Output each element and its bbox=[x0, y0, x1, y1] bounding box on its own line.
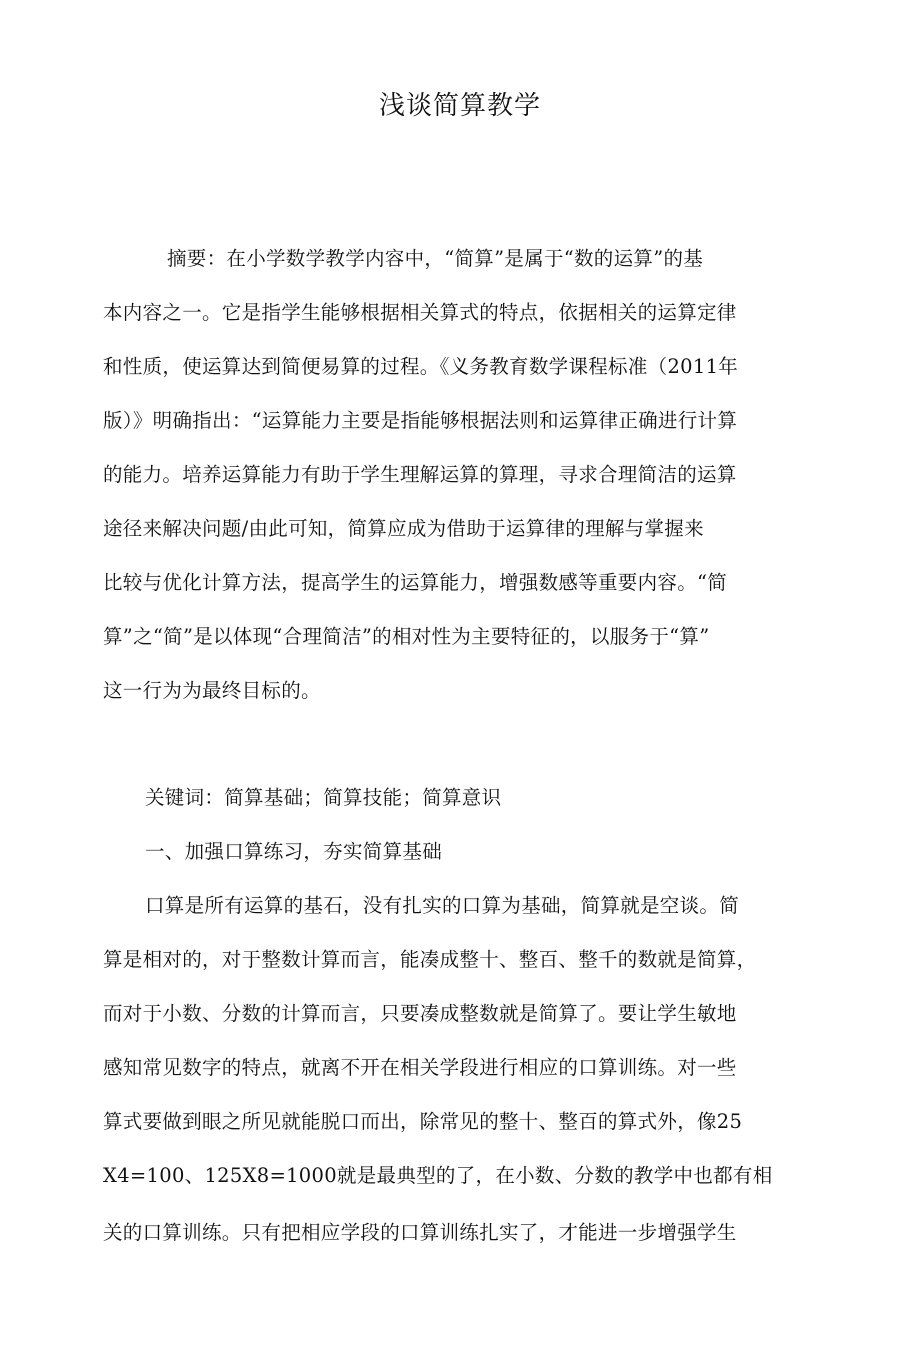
abstract-line: 这一行为为最终目标的。 bbox=[103, 679, 321, 702]
abstract-line: 算”之“简”是以体现“合理简洁”的相对性为主要特征的，以服务于“算” bbox=[103, 625, 710, 648]
abstract-line: 本内容之一。它是指学生能够根据相关算式的特点，依据相关的运算定律 bbox=[103, 301, 737, 324]
body-line: 口算是所有运算的基石，没有扎实的口算为基础，简算就是空谈。简 bbox=[145, 894, 740, 917]
body-line: X4=100、125X8=1000就是最典型的了，在小数、分数的教学中也都有相 bbox=[103, 1164, 773, 1187]
body-line: 关的口算训练。只有把相应学段的口算训练扎实了，才能进一步增强学生 bbox=[103, 1221, 737, 1244]
abstract-line: 的能力。培养运算能力有助于学生理解运算的算理，寻求合理简洁的运算 bbox=[103, 463, 737, 486]
body-line: 而对于小数、分数的计算而言，只要凑成整数就是简算了。要让学生敏地 bbox=[103, 1002, 737, 1025]
abstract-line: 版）》明确指出：“运算能力主要是指能够根据法则和运算律正确进行计算 bbox=[103, 409, 738, 432]
abstract-line: 摘要：在小学数学教学内容中，“简算”是属于“数的运算”的基 bbox=[167, 247, 704, 270]
abstract-line: 比较与优化计算方法，提高学生的运算能力，增强数感等重要内容。“简 bbox=[103, 571, 728, 594]
body-line: 算是相对的，对于整数计算而言，能凑成整十、整百、整千的数就是简算， bbox=[103, 948, 757, 971]
section-heading: 一、加强口算练习，夯实简算基础 bbox=[145, 840, 443, 863]
keywords-line: 关键词：简算基础；简算技能；简算意识 bbox=[145, 786, 502, 809]
abstract-line: 途径来解决问题/由此可知，简算应成为借助于运算律的理解与掌握来 bbox=[103, 517, 704, 540]
document-title: 浅谈简算教学 bbox=[378, 91, 541, 121]
body-line: 感知常见数字的特点，就离不开在相关学段进行相应的口算训练。对一些 bbox=[103, 1056, 737, 1079]
abstract-line: 和性质，使运算达到简便易算的过程。《义务教育数学课程标准（2011年 bbox=[103, 355, 739, 378]
body-line: 算式要做到眼之所见就能脱口而出，除常见的整十、整百的算式外，像25 bbox=[103, 1110, 743, 1133]
